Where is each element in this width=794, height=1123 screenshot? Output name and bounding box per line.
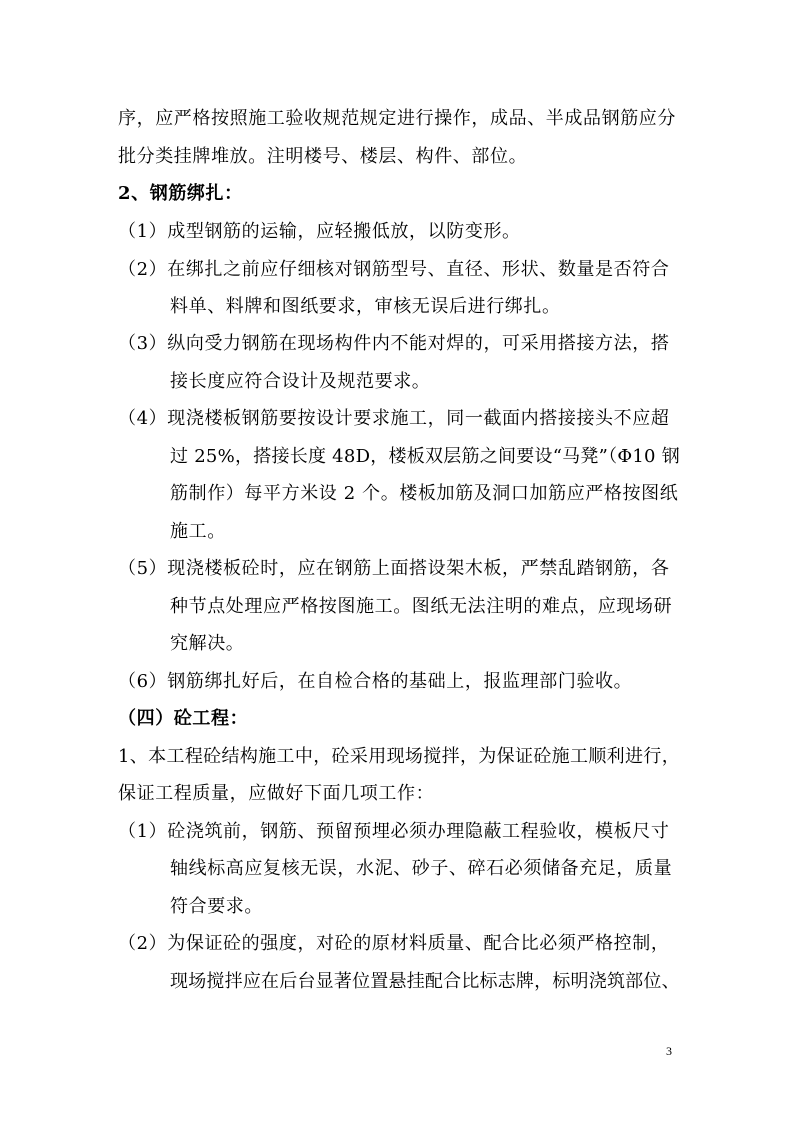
text-line: （2）为保证砼的强度，对砼的原材料质量、配合比必须严格控制，: [118, 933, 670, 954]
section-heading: 2、钢筋绑扎：: [118, 183, 243, 204]
text-line: 现场搅拌应在后台显著位置悬挂配合比标志牌，标明浇筑部位、: [170, 971, 680, 992]
text-line: （1）砼浇筑前，钢筋、预留预埋必须办理隐蔽工程验收，模板尺寸: [118, 821, 670, 842]
text-line: 料单、料牌和图纸要求，审核无误后进行绑扎。: [170, 296, 561, 317]
text-line: 符合要求。: [170, 896, 263, 917]
text-line: 保证工程质量，应做好下面几项工作：: [118, 783, 435, 804]
section-heading: （四）砼工程：: [118, 708, 249, 729]
text-line: 接长度应符合设计及规范要求。: [170, 371, 431, 392]
text-line: 1、本工程砼结构施工中，砼采用现场搅拌，为保证砼施工顺利进行，: [118, 746, 681, 767]
text-line: 批分类挂牌堆放。注明楼号、楼层、构件、部位。: [118, 146, 528, 167]
text-line: 过 25%，搭接长度 48D，楼板双层筋之间要设“马凳”（Φ10 钢: [170, 446, 680, 467]
text-line: （5）现浇楼板砼时，应在钢筋上面搭设架木板，严禁乱踏钢筋，各: [118, 558, 670, 579]
text-line: 轴线标高应复核无误，水泥、砂子、碎石必须储备充足，质量: [170, 858, 673, 879]
text-line: （6）钢筋绑扎好后，在自检合格的基础上，报监理部门验收。: [118, 671, 633, 692]
text-line: 种节点处理应严格按图施工。图纸无法注明的难点，应现场研: [170, 596, 673, 617]
text-line: 序，应严格按照施工验收规范规定进行操作，成品、半成品钢筋应分: [118, 108, 676, 129]
page-number: 3: [666, 1044, 672, 1058]
text-line: 施工。: [170, 521, 226, 542]
text-line: （3）纵向受力钢筋在现场构件内不能对焊的，可采用搭接方法，搭: [118, 333, 670, 354]
text-line: （1）成型钢筋的运输，应轻搬低放，以防变形。: [118, 221, 521, 242]
text-line: （2）在绑扎之前应仔细核对钢筋型号、直径、形状、数量是否符合: [118, 259, 670, 280]
text-line: （4）现浇楼板钢筋要按设计要求施工，同一截面内搭接接头不应超: [118, 408, 670, 429]
text-line: 究解决。: [170, 633, 245, 654]
text-line: 筋制作）每平方米设 2 个。楼板加筋及洞口加筋应严格按图纸: [170, 483, 679, 504]
